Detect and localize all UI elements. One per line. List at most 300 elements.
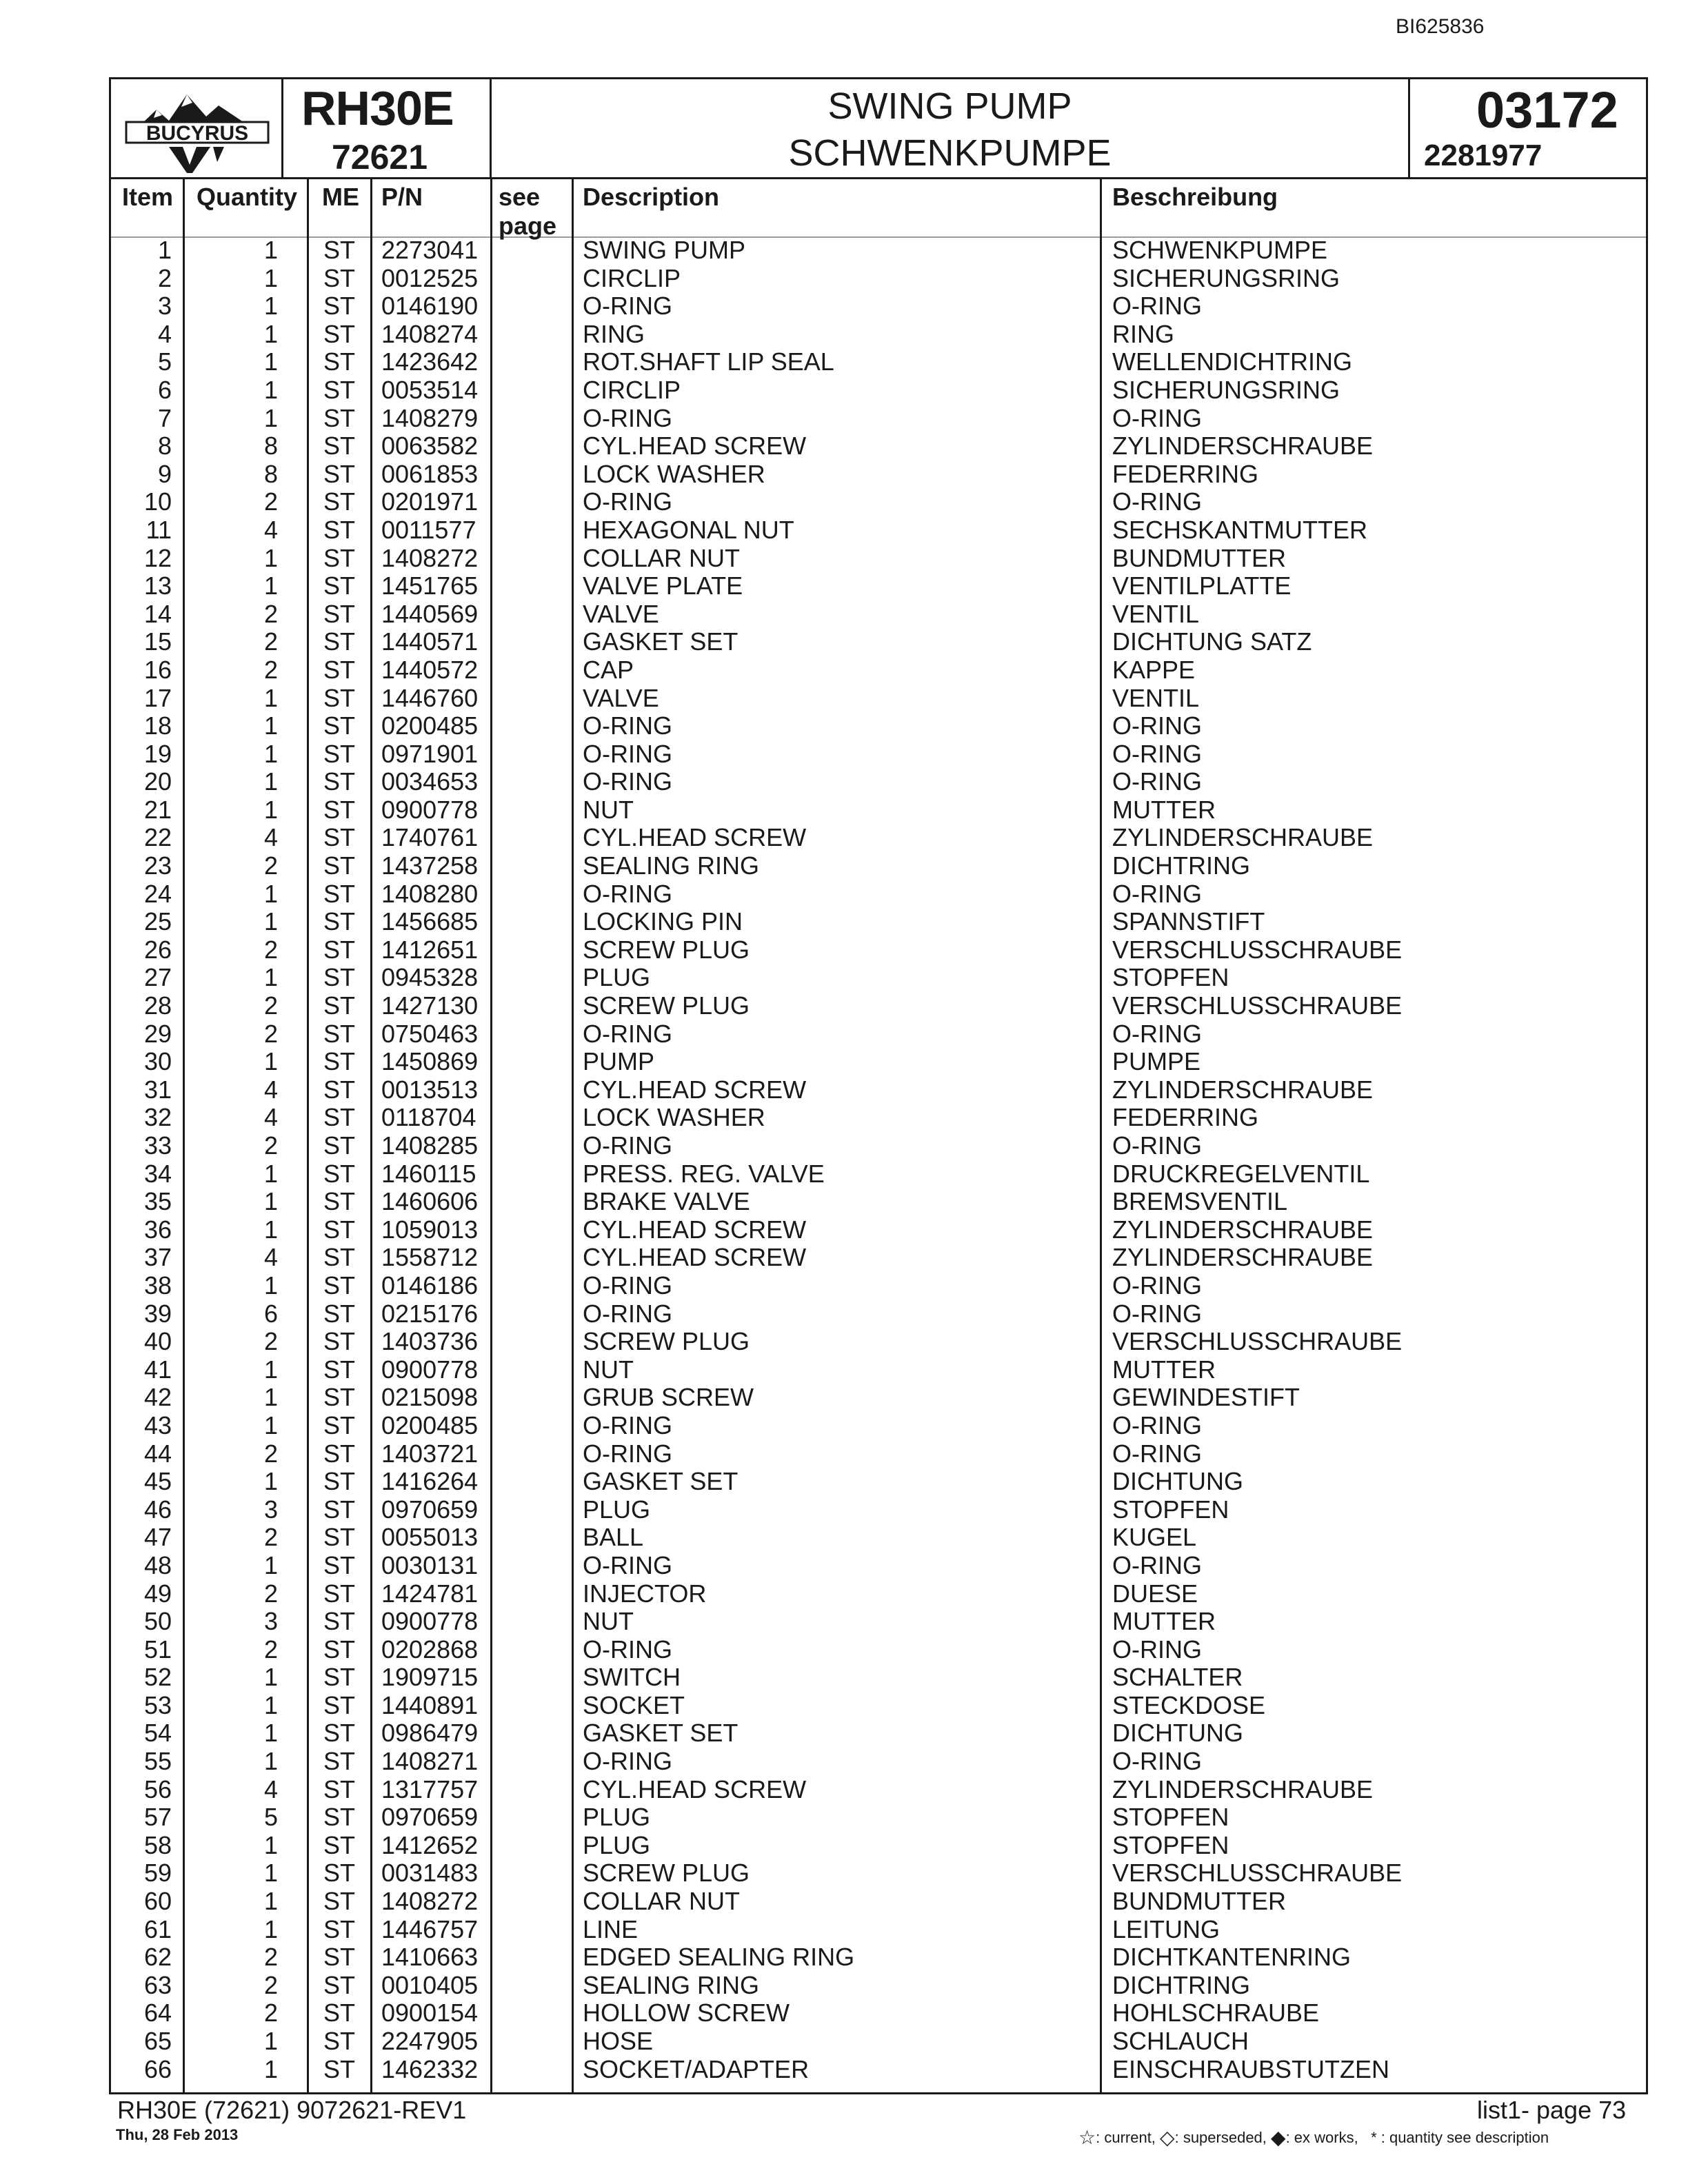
- quantity: 1: [263, 1355, 278, 1384]
- beschreibung: O-RING: [1112, 1271, 1202, 1300]
- model-number: 72621: [332, 138, 428, 176]
- description: PLUG: [583, 1830, 651, 1859]
- part-number: 1440569: [381, 599, 479, 628]
- unit: ST: [323, 1719, 356, 1748]
- beschreibung: VERSCHLUSSCHRAUBE: [1112, 1327, 1403, 1356]
- item-number: 8: [157, 432, 172, 461]
- unit: ST: [323, 963, 356, 992]
- beschreibung: VENTIL: [1112, 683, 1200, 712]
- description: PLUG: [583, 1495, 651, 1524]
- beschreibung: RING: [1112, 319, 1174, 348]
- title-german: SCHWENKPUMPE: [788, 132, 1112, 174]
- part-number: 1446757: [381, 1914, 479, 1943]
- beschreibung: SCHALTER: [1112, 1663, 1243, 1692]
- table-row: [111, 1496, 1646, 1524]
- description: NUT: [583, 795, 634, 824]
- table-row: [111, 1328, 1646, 1356]
- description: HOSE: [583, 2027, 654, 2055]
- part-number: 1408271: [381, 1747, 479, 1776]
- item-number: 34: [143, 1159, 172, 1188]
- quantity: 2: [263, 627, 278, 656]
- description: CYL.HEAD SCREW: [583, 1243, 807, 1272]
- quantity: 1: [263, 572, 278, 600]
- item-number: 52: [143, 1663, 172, 1692]
- description: CYL.HEAD SCREW: [583, 1775, 807, 1803]
- unit: ST: [323, 1215, 356, 1244]
- unit: ST: [323, 907, 356, 936]
- table-row: [111, 1636, 1646, 1664]
- table-row: [111, 1384, 1646, 1412]
- column-header-see: see: [499, 183, 541, 211]
- item-number: 55: [143, 1747, 172, 1776]
- description: EDGED SEALING RING: [583, 1943, 855, 1972]
- parts-table-body: [111, 236, 1646, 2083]
- quantity: 1: [263, 1887, 278, 1916]
- quantity: 1: [263, 1690, 278, 1719]
- table-row: [111, 292, 1646, 321]
- description: LOCKING PIN: [583, 907, 743, 936]
- part-number: 0201971: [381, 487, 479, 516]
- item-number: 48: [143, 1550, 172, 1579]
- item-number: 10: [143, 487, 172, 516]
- column-header-pn: P/N: [381, 183, 423, 211]
- description: PUMP: [583, 1047, 655, 1076]
- quantity: 3: [263, 1607, 278, 1636]
- quantity: 1: [263, 1215, 278, 1244]
- description: CIRCLIP: [583, 263, 681, 292]
- beschreibung: O-RING: [1112, 1439, 1202, 1468]
- table-row: [111, 545, 1646, 573]
- item-number: 42: [143, 1383, 172, 1412]
- footer-page-number: list1- page 73: [1477, 2096, 1627, 2124]
- quantity: 6: [263, 1299, 278, 1328]
- item-number: 5: [157, 347, 172, 376]
- item-number: 60: [143, 1887, 172, 1916]
- description: RING: [583, 319, 645, 348]
- quantity: 1: [263, 1467, 278, 1496]
- bucyrus-logo: [121, 82, 274, 174]
- description: O-RING: [583, 1019, 672, 1048]
- unit: ST: [323, 432, 356, 461]
- beschreibung: ZYLINDERSCHRAUBE: [1112, 1243, 1374, 1272]
- quantity: 2: [263, 1327, 278, 1356]
- item-number: 33: [143, 1131, 172, 1160]
- beschreibung: DICHTRING: [1112, 851, 1250, 880]
- description: O-RING: [583, 292, 672, 321]
- part-number: 1462332: [381, 2054, 479, 2083]
- description: O-RING: [583, 1747, 672, 1776]
- beschreibung: DICHTRING: [1112, 1970, 1250, 1999]
- column-header-beschreibung: Beschreibung: [1112, 183, 1278, 211]
- description: COLLAR NUT: [583, 1887, 741, 1916]
- part-number: 2273041: [381, 236, 479, 264]
- quantity: 1: [263, 1187, 278, 1216]
- description: O-RING: [583, 739, 672, 768]
- beschreibung: FEDERRING: [1112, 1103, 1259, 1132]
- table-row: [111, 405, 1646, 433]
- part-number: 1317757: [381, 1775, 479, 1803]
- item-number: 14: [143, 599, 172, 628]
- part-number: 1408285: [381, 1131, 479, 1160]
- quantity: 1: [263, 1914, 278, 1943]
- description: O-RING: [583, 1131, 672, 1160]
- table-row: [111, 1020, 1646, 1049]
- item-number: 21: [143, 795, 172, 824]
- quantity: 2: [263, 487, 278, 516]
- unit: ST: [323, 1523, 356, 1552]
- description: BALL: [583, 1523, 644, 1552]
- model-name: RH30E: [301, 81, 454, 135]
- unit: ST: [323, 1410, 356, 1439]
- description: SOCKET: [583, 1690, 685, 1719]
- unit: ST: [323, 515, 356, 544]
- beschreibung: DUESE: [1112, 1579, 1198, 1608]
- beschreibung: ZYLINDERSCHRAUBE: [1112, 1775, 1374, 1803]
- item-number: 17: [143, 683, 172, 712]
- legend-quantity: * : quantity see description: [1371, 2129, 1549, 2146]
- part-number: 0202868: [381, 1635, 479, 1664]
- quantity: 1: [263, 1159, 278, 1188]
- description: O-RING: [583, 1410, 672, 1439]
- description: GRUB SCREW: [583, 1383, 754, 1412]
- table-row: [111, 1468, 1646, 1496]
- item-number: 4: [157, 319, 172, 348]
- table-row: [111, 1608, 1646, 1636]
- unit: ST: [323, 1775, 356, 1803]
- item-number: 43: [143, 1410, 172, 1439]
- quantity: 2: [263, 1579, 278, 1608]
- item-number: 37: [143, 1243, 172, 1272]
- part-number: 1059013: [381, 1215, 479, 1244]
- description: LINE: [583, 1914, 639, 1943]
- table-row: [111, 1048, 1646, 1076]
- part-number: 0013513: [381, 1075, 479, 1104]
- beschreibung: VERSCHLUSSCHRAUBE: [1112, 1859, 1403, 1888]
- item-number: 25: [143, 907, 172, 936]
- description: SWING PUMP: [583, 236, 746, 264]
- part-number: 2247905: [381, 2027, 479, 2055]
- quantity: 2: [263, 1523, 278, 1552]
- unit: ST: [323, 1131, 356, 1160]
- item-number: 40: [143, 1327, 172, 1356]
- part-number: 0215098: [381, 1383, 479, 1412]
- quantity: 4: [263, 823, 278, 852]
- table-row: [111, 600, 1646, 629]
- table-row: [111, 1803, 1646, 1832]
- beschreibung: O-RING: [1112, 1299, 1202, 1328]
- part-number: 1437258: [381, 851, 479, 880]
- beschreibung: VENTIL: [1112, 599, 1200, 628]
- item-number: 26: [143, 935, 172, 964]
- quantity: 1: [263, 879, 278, 908]
- part-number: 0061853: [381, 459, 479, 488]
- unit: ST: [323, 1159, 356, 1188]
- quantity: 2: [263, 1131, 278, 1160]
- beschreibung: O-RING: [1112, 1131, 1202, 1160]
- unit: ST: [323, 347, 356, 376]
- unit: ST: [323, 683, 356, 712]
- description: O-RING: [583, 1550, 672, 1579]
- quantity: 2: [263, 1439, 278, 1468]
- quantity: 1: [263, 1271, 278, 1300]
- part-number: 1446760: [381, 683, 479, 712]
- table-row: [111, 1216, 1646, 1244]
- unit: ST: [323, 991, 356, 1020]
- unit: ST: [323, 2027, 356, 2055]
- beschreibung: LEITUNG: [1112, 1914, 1220, 1943]
- description: SCREW PLUG: [583, 991, 750, 1020]
- item-number: 19: [143, 739, 172, 768]
- quantity: 1: [263, 1859, 278, 1888]
- item-number: 66: [143, 2054, 172, 2083]
- part-number: 0146190: [381, 292, 479, 321]
- table-row: [111, 1580, 1646, 1608]
- table-row: [111, 964, 1646, 992]
- item-number: 28: [143, 991, 172, 1020]
- quantity: 1: [263, 683, 278, 712]
- part-number: 1440891: [381, 1690, 479, 1719]
- description: O-RING: [583, 1299, 672, 1328]
- legend: [1078, 2126, 1549, 2149]
- table-row: [111, 1719, 1646, 1748]
- part-number: 0030131: [381, 1550, 479, 1579]
- item-number: 63: [143, 1970, 172, 1999]
- item-number: 62: [143, 1943, 172, 1972]
- description: PRESS. REG. VALVE: [583, 1159, 825, 1188]
- unit: ST: [323, 1690, 356, 1719]
- unit: ST: [323, 292, 356, 321]
- beschreibung: O-RING: [1112, 739, 1202, 768]
- quantity: 8: [263, 459, 278, 488]
- description: O-RING: [583, 1271, 672, 1300]
- beschreibung: SCHLAUCH: [1112, 2027, 1249, 2055]
- table-row: [111, 768, 1646, 796]
- unit: ST: [323, 1859, 356, 1888]
- part-number: 0900778: [381, 795, 479, 824]
- table-row: [111, 685, 1646, 713]
- beschreibung: FEDERRING: [1112, 459, 1259, 488]
- table-row: [111, 852, 1646, 880]
- table-row: [111, 432, 1646, 461]
- item-number: 64: [143, 1999, 172, 2028]
- beschreibung: O-RING: [1112, 1550, 1202, 1579]
- beschreibung: EINSCHRAUBSTUTZEN: [1112, 2054, 1390, 2083]
- unit: ST: [323, 1103, 356, 1132]
- quantity: 1: [263, 1410, 278, 1439]
- part-number: 0118704: [381, 1103, 476, 1132]
- table-row: [111, 992, 1646, 1020]
- item-number: 39: [143, 1299, 172, 1328]
- part-number: 1408279: [381, 403, 479, 432]
- item-number: 38: [143, 1271, 172, 1300]
- part-number: 0900154: [381, 1999, 479, 2028]
- item-number: 30: [143, 1047, 172, 1076]
- description: CYL.HEAD SCREW: [583, 1215, 807, 1244]
- description: GASKET SET: [583, 627, 738, 656]
- legend-current: : current,: [1096, 2129, 1156, 2146]
- table-row: [111, 348, 1646, 376]
- description: SEALING RING: [583, 1970, 760, 1999]
- description: SWITCH: [583, 1663, 681, 1692]
- beschreibung: ZYLINDERSCHRAUBE: [1112, 432, 1374, 461]
- description: NUT: [583, 1607, 634, 1636]
- description: SOCKET/ADAPTER: [583, 2054, 810, 2083]
- unit: ST: [323, 543, 356, 572]
- beschreibung: STECKDOSE: [1112, 1690, 1266, 1719]
- table-row: [111, 516, 1646, 545]
- beschreibung: MUTTER: [1112, 1607, 1216, 1636]
- unit: ST: [323, 572, 356, 600]
- quantity: 1: [263, 1830, 278, 1859]
- beschreibung: O-RING: [1112, 403, 1202, 432]
- unit: ST: [323, 1271, 356, 1300]
- part-number: 0215176: [381, 1299, 479, 1328]
- table-row: [111, 796, 1646, 825]
- description: NUT: [583, 1355, 634, 1384]
- part-number: 0011577: [381, 515, 476, 544]
- item-number: 13: [143, 572, 172, 600]
- item-number: 53: [143, 1690, 172, 1719]
- unit: ST: [323, 487, 356, 516]
- unit: ST: [323, 1019, 356, 1048]
- quantity: 2: [263, 599, 278, 628]
- table-row: [111, 1776, 1646, 1804]
- beschreibung: PUMPE: [1112, 1047, 1201, 1076]
- quantity: 1: [263, 1747, 278, 1776]
- part-number: 1410663: [381, 1943, 479, 1972]
- part-number: 1451765: [381, 572, 479, 600]
- table-row: [111, 1272, 1646, 1300]
- part-number: 1424781: [381, 1579, 479, 1608]
- table-row: [111, 265, 1646, 293]
- unit: ST: [323, 1299, 356, 1328]
- quantity: 2: [263, 935, 278, 964]
- table-row: [111, 1943, 1646, 1972]
- quantity: 1: [263, 347, 278, 376]
- beschreibung: SCHWENKPUMPE: [1112, 236, 1328, 264]
- table-row: [111, 1524, 1646, 1552]
- quantity: 3: [263, 1495, 278, 1524]
- quantity: 4: [263, 515, 278, 544]
- logo-cell: [111, 79, 283, 177]
- table-row: [111, 1104, 1646, 1132]
- unit: ST: [323, 1943, 356, 1972]
- quantity: 1: [263, 403, 278, 432]
- beschreibung: O-RING: [1112, 292, 1202, 321]
- table-row: [111, 712, 1646, 740]
- part-number: 1408280: [381, 879, 479, 908]
- part-number: 1427130: [381, 991, 479, 1020]
- quantity: 2: [263, 1999, 278, 2028]
- unit: ST: [323, 1607, 356, 1636]
- unit: ST: [323, 935, 356, 964]
- quantity: 1: [263, 1550, 278, 1579]
- quantity: 5: [263, 1803, 278, 1832]
- parts-list-frame: [109, 77, 1648, 2094]
- column-header-description: Description: [583, 183, 720, 211]
- item-number: 49: [143, 1579, 172, 1608]
- unit: ST: [323, 879, 356, 908]
- item-number: 29: [143, 1019, 172, 1048]
- beschreibung: VERSCHLUSSCHRAUBE: [1112, 935, 1403, 964]
- unit: ST: [323, 403, 356, 432]
- part-number: 1408272: [381, 1887, 479, 1916]
- table-row: [111, 1356, 1646, 1384]
- column-header-row: [111, 177, 1646, 238]
- beschreibung: ZYLINDERSCHRAUBE: [1112, 823, 1374, 852]
- description: VALVE: [583, 683, 659, 712]
- table-row: [111, 1859, 1646, 1888]
- item-number: 35: [143, 1187, 172, 1216]
- description: BRAKE VALVE: [583, 1187, 750, 1216]
- part-number: 1423642: [381, 347, 479, 376]
- item-number: 27: [143, 963, 172, 992]
- part-number: 1403721: [381, 1439, 479, 1468]
- table-row: [111, 1832, 1646, 1860]
- quantity: 2: [263, 1943, 278, 1972]
- column-header-item: Item: [122, 183, 174, 211]
- beschreibung: BUNDMUTTER: [1112, 543, 1286, 572]
- quantity: 1: [263, 795, 278, 824]
- description: COLLAR NUT: [583, 543, 741, 572]
- table-row: [111, 1244, 1646, 1272]
- item-number: 3: [157, 292, 172, 321]
- unit: ST: [323, 1327, 356, 1356]
- quantity: 4: [263, 1775, 278, 1803]
- item-number: 59: [143, 1859, 172, 1888]
- part-number: 1416264: [381, 1467, 479, 1496]
- part-number: 1408274: [381, 319, 479, 348]
- description: O-RING: [583, 1635, 672, 1664]
- beschreibung: WELLENDICHTRING: [1112, 347, 1353, 376]
- unit: ST: [323, 823, 356, 852]
- part-number: 0970659: [381, 1495, 479, 1524]
- description: CYL.HEAD SCREW: [583, 1075, 807, 1104]
- description: PLUG: [583, 1803, 651, 1832]
- quantity: 4: [263, 1103, 278, 1132]
- beschreibung: STOPFEN: [1112, 1495, 1229, 1524]
- beschreibung: VENTILPLATTE: [1112, 572, 1292, 600]
- part-number: 1403736: [381, 1327, 479, 1356]
- quantity: 1: [263, 2054, 278, 2083]
- unit: ST: [323, 739, 356, 768]
- description: SEALING RING: [583, 851, 760, 880]
- quantity: 1: [263, 292, 278, 321]
- unit: ST: [323, 375, 356, 404]
- item-number: 36: [143, 1215, 172, 1244]
- unit: ST: [323, 1663, 356, 1692]
- item-number: 6: [157, 375, 172, 404]
- quantity: 2: [263, 1019, 278, 1048]
- beschreibung: O-RING: [1112, 1747, 1202, 1776]
- quantity: 1: [263, 963, 278, 992]
- table-row: [111, 1188, 1646, 1216]
- beschreibung: MUTTER: [1112, 1355, 1216, 1384]
- unit: ST: [323, 1887, 356, 1916]
- unit: ST: [323, 1075, 356, 1104]
- description: INJECTOR: [583, 1579, 707, 1608]
- group-number: 03172: [1476, 81, 1618, 139]
- item-number: 47: [143, 1523, 172, 1552]
- unit: ST: [323, 263, 356, 292]
- part-number: 1408272: [381, 543, 479, 572]
- part-number: 0970659: [381, 1803, 479, 1832]
- unit: ST: [323, 1830, 356, 1859]
- table-row: [111, 1300, 1646, 1328]
- unit: ST: [323, 767, 356, 796]
- unit: ST: [323, 1970, 356, 1999]
- beschreibung: STOPFEN: [1112, 963, 1229, 992]
